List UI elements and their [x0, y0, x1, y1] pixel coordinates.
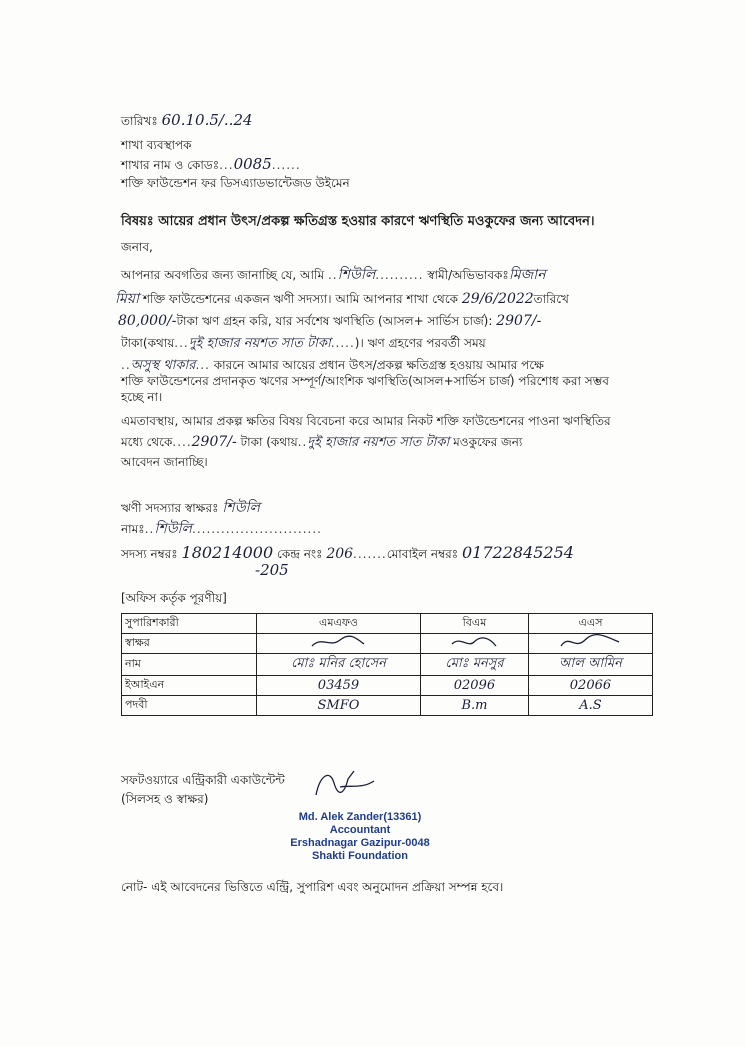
text-fragment: টাকা (কথায়	[240, 435, 298, 449]
table-row	[122, 614, 653, 634]
body-line-3	[118, 314, 541, 328]
date-line	[121, 113, 253, 128]
body-line-6: শক্তি ফাউন্ডেশনের প্রদানকৃত ঋণের সম্পূর্ণ/আংশিক ঋণস্থিতি(আসল+সার্ভিস চার্জ) পরিশোধ করা সম্ভব	[121, 374, 609, 388]
member-name-value: শিউলি	[154, 521, 192, 537]
branch-label: শাখার নাম ও কোডঃ	[121, 158, 220, 172]
waive-words-handwritten: দুই হাজার নয়শত সাত টাকা	[307, 435, 450, 450]
body-line-1: আপনার অবগতির জন্য জানাচ্ছি যে, আমি ..শিউলি.......... স্বামী/অভিভাবকঃমিজান	[121, 267, 546, 283]
as-signature	[528, 634, 652, 654]
text-fragment: আপনার অবগতির জন্য জানাচ্ছি যে, আমি	[121, 268, 325, 282]
table-cell: মোঃ মনসুর	[420, 654, 528, 676]
center-number-value: 206	[326, 546, 354, 562]
table-row	[122, 676, 653, 696]
guardian-name-handwritten: মিজান	[508, 267, 546, 283]
table-row-label: পদবী	[122, 696, 257, 716]
table-header-cell: সুপারিশকারী	[122, 614, 257, 634]
table-cell: B.m	[420, 696, 528, 716]
body-line-2	[115, 292, 569, 306]
table-header-cell: এমএফও	[257, 614, 421, 634]
loan-date-handwritten: 29/6/2022	[461, 291, 534, 307]
body-line-9: মধ্যে থেকে....2907/- টাকা (কথায়..দুই হাজার নয়শত সাত টাকা মওকুফের জন্য	[121, 434, 523, 450]
member-number-value: 180214000	[181, 543, 274, 562]
salutation: জনাব,	[121, 240, 153, 254]
text-fragment: কারনে আমার আয়ের প্রধান উৎস/প্রকল্প ক্ষতিগ্রস্ত হওয়ায় আমার পক্ষে	[213, 358, 544, 372]
member-number-label: সদস্য নম্বরঃ	[121, 547, 178, 561]
recipient-line: শাখা ব্যবস্থাপক	[121, 138, 192, 152]
bm-signature	[420, 634, 528, 654]
amount-words-handwritten: দুই হাজার নয়শত সাত টাকা	[188, 336, 331, 351]
footer-note: নোট- এই আবেদনের ভিত্তিতে এন্ট্রি, সুপারিশ এবং অনুমোদন প্রক্রিয়া সম্পন্ন হবে।	[121, 880, 504, 894]
body-line-8: এমতাবস্থায়, আমার প্রকল্প ক্ষতির বিষয় বিবেচনা করে আমার নিকট শক্তি ফাউন্ডেশনের পাওনা ঋণস্থিতির	[121, 414, 611, 428]
stamp-org: Shakti Foundation	[312, 850, 408, 862]
date-label: তারিখঃ	[121, 114, 158, 128]
date-value: 60.10.5/..24	[161, 111, 253, 129]
table-cell: আল আমিন	[528, 654, 652, 676]
organization-line: শক্তি ফাউন্ডেশন ফর ডিসএ্যাডভান্টেজড উইমেন	[121, 176, 350, 190]
center-number-label: কেন্দ্র নংঃ	[276, 547, 323, 561]
accountant-line-2: (সিলসহ ও স্বাক্ষর)	[121, 792, 209, 806]
mobile-value: 01722845254	[461, 543, 574, 562]
member-name-handwritten: শিউলি	[337, 267, 376, 283]
accountant-signature	[310, 765, 380, 805]
member-number-value-2: -205	[255, 561, 289, 579]
stamp-title: Accountant	[329, 824, 391, 836]
member-signature: শিউলি	[222, 500, 260, 516]
text-fragment: মওকুফের জন্য	[453, 435, 523, 449]
table-row	[122, 654, 653, 676]
member-signature-label: ঋণী সদস্যার স্বাক্ষরঃ	[121, 501, 219, 515]
table-header-cell: এএস	[528, 614, 652, 634]
text-fragment: টাকা ঋণ গ্রহন করি, যার সর্বশেষ ঋণস্থিতি (আসল+ সার্ভিস চার্জ):	[176, 314, 493, 328]
body-line-5: ..অসুস্থ থাকার... কারনে আমার আয়ের প্রধান উৎস/প্রকল্প ক্ষতিগ্রস্ত হওয়ায় আমার পক্ষে	[121, 358, 544, 373]
table-cell: A.S	[528, 696, 652, 716]
table-cell: SMFO	[257, 696, 421, 716]
loan-amount-handwritten: 80,000/-	[118, 313, 177, 329]
table-row-label: ইআইএন	[122, 676, 257, 696]
body-line-7: হচ্ছে না।	[121, 390, 163, 404]
guardian-name-handwritten-2: মিয়া	[115, 291, 140, 307]
stamp-branch: Ershadnagar Gazipur-0048	[290, 837, 430, 849]
accountant-line-1: সফটওয়্যারে এন্ট্রিকারী একাউন্টেন্ট	[121, 773, 285, 787]
table-cell: 02066	[528, 676, 652, 696]
accountant-stamp	[290, 811, 430, 863]
reason-handwritten: অসুস্থ থাকার	[130, 358, 196, 373]
text-fragment: মধ্যে থেকে	[121, 435, 173, 449]
subject-line: বিষয়ঃ আয়ের প্রধান উৎস/প্রকল্প ক্ষতিগ্রস্ত হওয়ার কারণে ঋণস্থিতি মওকুফের জন্য আবেদন।	[121, 214, 595, 229]
office-caption: [অফিস কর্তৃক পূরণীয়]	[121, 591, 227, 605]
member-signature-line	[121, 501, 260, 515]
mfo-signature	[257, 634, 421, 654]
table-row	[122, 634, 653, 654]
table-cell: 02096	[420, 676, 528, 696]
body-line-10: আবেদন জানাচ্ছি।	[121, 455, 208, 469]
text-fragment: শক্তি ফাউন্ডেশনের একজন ঋণী সদস্যা। আমি আপনার শাখা থেকে	[142, 292, 459, 306]
table-header-cell: বিএম	[420, 614, 528, 634]
body-line-4: টাকা(কথায়...দুই হাজার নয়শত সাত টাকা.....)। ঋণ গ্রহণের পরবর্তী সময়	[121, 336, 486, 351]
member-number-line: সদস্য নম্বরঃ 180214000 কেন্দ্র নংঃ 206.......মোবাইল নম্বরঃ 01722845254	[121, 543, 574, 562]
outstanding-handwritten: 2907/-	[496, 313, 542, 329]
table-cell: 03459	[257, 676, 421, 696]
table-row-label: স্বাক্ষর	[122, 634, 257, 654]
text-fragment: টাকা(কথায়	[121, 336, 175, 350]
stamp-name: Md. Alek Zander(13361)	[298, 811, 422, 823]
table-row	[122, 696, 653, 716]
waive-amount-handwritten: 2907/-	[191, 434, 237, 450]
text-fragment: স্বামী/অভিভাবকঃ	[427, 268, 509, 282]
branch-line: শাখার নাম ও কোডঃ...0085......	[121, 155, 301, 173]
text-fragment: তারিখে	[533, 292, 569, 306]
branch-code: 0085	[233, 155, 272, 173]
member-name-line: নামঃ..শিউলি...........................	[121, 521, 322, 537]
office-table	[121, 613, 653, 716]
table-cell: মোঃ মনির হোসেন	[257, 654, 421, 676]
text-fragment: )। ঋণ গ্রহণের পরবর্তী সময়	[354, 336, 486, 350]
member-name-label: নামঃ	[121, 522, 145, 536]
table-row-label: নাম	[122, 654, 257, 676]
mobile-label: মোবাইল নম্বরঃ	[386, 547, 459, 561]
